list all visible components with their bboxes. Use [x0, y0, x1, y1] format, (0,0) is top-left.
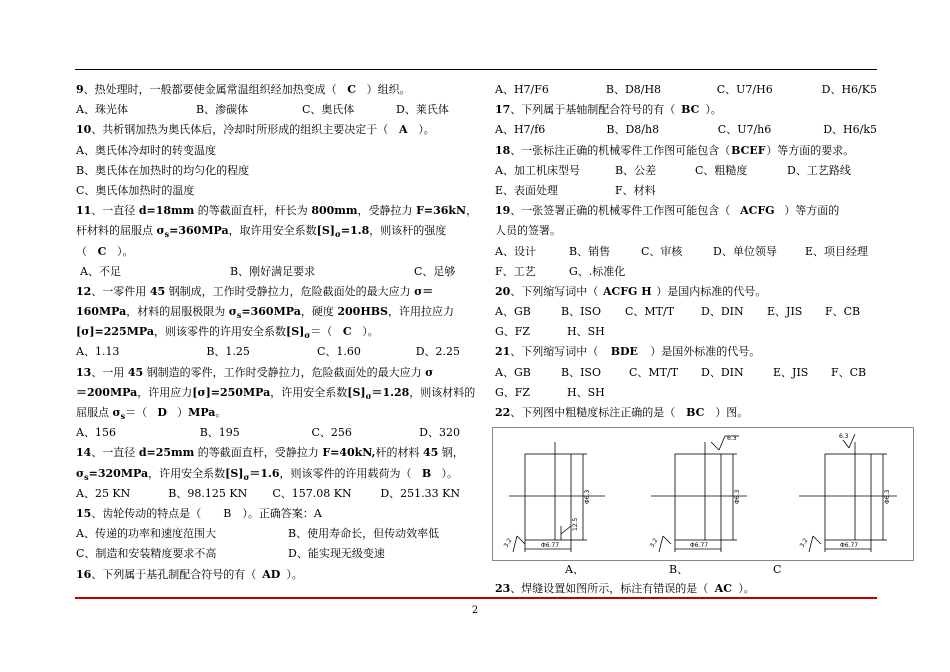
diagram-b-dim: Φ6.77 [690, 542, 709, 550]
diagram-c-dim: Φ6.77 [840, 542, 859, 550]
q11-line1: 11、一直径 d=18mm 的等截面直杆，杆长为 800mm，受静拉力 F=36kN， [76, 204, 478, 218]
q13-options: A、156 B、195 C、256 D、320 [76, 426, 460, 440]
q9-options: A、珠光体 B、渗碳体 C、奥氏体 D、莱氏体 [76, 103, 449, 117]
caption-c: C [773, 563, 782, 577]
q19-options-1: A、设计 B、销售 C、审核 D、单位领导 E、项目经理 [495, 244, 869, 258]
diagram-c-roughness: 6.3 [839, 433, 849, 441]
q12-options: A、1.13 B、1.25 C、1.60 D、2.25 [76, 345, 460, 359]
q16-options: A、H7/F6 B、D8/H8 C、U7/H6 D、H6/K5 [495, 83, 877, 96]
q11-line3: （ C ）。 [76, 244, 134, 258]
diagram-b [648, 436, 747, 552]
diagram-b-diam: Φ6.3 [734, 489, 741, 505]
q9-stem: 9、热处理时，一般都要使金属常温组织经加热变成（ C ）组织。 [76, 83, 411, 96]
q19-options-2: F、工艺 G、.标准化 [495, 264, 626, 278]
q18-stem: 18、一张标注正确的机械零件工作图可能包含（BCEF）等方面的要求。 [495, 143, 855, 157]
q16-stem: 16、下列属于基孔制配合符号的有（ AD ）。 [76, 567, 303, 581]
q11-line2: 杆材料的屈服点 $\sigma_s=360MPa$，取许用安全系数$[S]_\sigma=1.8$，则该杆的强度 [76, 224, 447, 240]
roughness-figure [492, 427, 914, 561]
diagram-b-roughness: 6.3 [727, 435, 737, 443]
diagram-b-roughness-2: 3.2 [648, 537, 660, 550]
q20-options-1: A、GB B、ISO C、MT/T D、DIN E、JIS F、CB [495, 305, 861, 319]
q10-stem: 10、共析钢加热为奥氏体后，冷却时所形成的组织主要决定于（ A ）。 [76, 123, 435, 137]
caption-b: B、 [669, 563, 689, 577]
q21-options-2: G、FZ H、SH [495, 385, 605, 399]
q11-options: A、不足 B、刚好满足要求 C、足够 [80, 264, 456, 278]
q10-option-b: B、奥氏体在加热时的均匀化的程度 [76, 163, 250, 177]
q22-stem: 22、下列图中粗糙度标注正确的是（ BC ）图。 [495, 406, 749, 419]
q15-stem: 15、齿轮传动的特点是（ B ）。正确答案：A [76, 506, 322, 520]
q19-stem: 19、一张签署正确的机械零件工作图可能包含（ ACFG ）等方面的 [495, 204, 840, 218]
q20-options-2: G、FZ H、SH [495, 325, 605, 339]
left-column [76, 80, 478, 585]
diagram-a-dim: Φ6.77 [541, 542, 560, 550]
q12-line1: 12、一零件用 45 钢制成，工作时受静拉力，危险截面处的最大应力 σ＝ [76, 284, 434, 298]
q12-line3: [σ]=225MPa，则该零件的许用安全系数$[S]_\sigma=$（ C ）。 [76, 325, 379, 341]
q14-line2: $\sigma_s=320MPa$，许用安全系数$[S]_\sigma=1.6$，则该零件的许用载荷为（ B ）。 [76, 466, 459, 482]
caption-a: A、 [565, 563, 584, 577]
q15-options-2: C、制造和安装精度要求不高 D、能实现无级变速 [76, 547, 385, 561]
q14-options: A、25 KN B、98.125 KN C、157.08 KN D、251.33 KN [76, 486, 460, 500]
q21-stem: 21、下列缩写词中（ BDE ）是国外标准的代号。 [495, 345, 761, 359]
diagram-a-diam: Φ6.3 [584, 489, 591, 505]
q18-options-1: A、加工机床型号 B、公差 C、粗糙度 D、工艺路线 [495, 163, 851, 177]
q15-options-1: A、传递的功率和速度范围大 B、使用寿命长，但传动效率低 [76, 527, 440, 541]
q10-option-a: A、奥氏体冷却时的转变温度 [76, 143, 216, 157]
q17-options: A、H7/f6 B、D8/h8 C、U7/h6 D、H6/k5 [495, 123, 877, 137]
q12-line2: 160MPa，材料的屈服极限为 $\sigma_s=360MPa$，硬度 200HBS，许用拉应力 [76, 305, 454, 321]
q13-line2: ＝200MPa，许用应力[σ]=250MPa，许用安全系数$[S]_\sigma=1.28$，则该材料的 [76, 385, 476, 401]
q19-line2: 人员的签署。 [495, 224, 561, 238]
page-number: 2 [471, 605, 479, 616]
diagram-a-label: 12.5 [572, 517, 579, 532]
figure-captions [495, 561, 877, 579]
diagram-c [799, 434, 897, 552]
q18-options-2: E、表面处理 F、材料 [495, 183, 656, 197]
diagram-c-roughness-2: 3.2 [798, 537, 810, 550]
q13-line1: 13、一用 45 钢制造的零件，工作时受静拉力，危险截面处的最大应力 σ [76, 365, 434, 379]
right-column [495, 80, 891, 599]
header-rule [75, 69, 877, 70]
diagram-a-roughness: 3.2 [502, 537, 514, 550]
q23-stem: 23、焊缝设置如图所示，标注有错误的是（ AC ）。 [495, 582, 755, 596]
diagram-c-diam: Φ6.3 [884, 489, 891, 505]
footer-rule [75, 597, 877, 599]
q17-stem: 17、下列属于基轴制配合符号的有（ BC ）。 [495, 103, 722, 117]
q20-stem: 20、下列缩写词中（ ACFG H ）是国内标准的代号。 [495, 284, 767, 298]
q14-line1: 14、一直径 d=25mm 的等截面直杆，受静拉力 F=40kN,杆的材料 45 钢， [76, 446, 464, 460]
q10-option-c: C、奥氏体加热时的温度 [76, 183, 195, 197]
q13-line3: 屈服点 $\sigma_s=$（ D ）MPa。 [76, 406, 227, 422]
q21-options-1: A、GB B、ISO C、MT/T D、DIN E、JIS F、CB [495, 365, 867, 379]
